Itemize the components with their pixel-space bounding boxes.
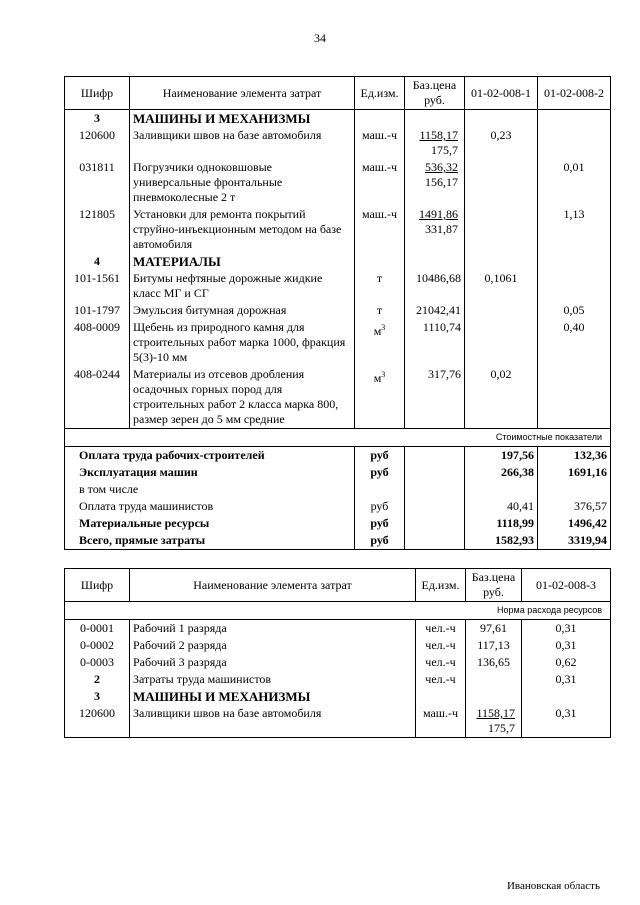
table-row: [65, 366, 611, 429]
table-row: [65, 159, 611, 206]
row-unit: маш.-ч: [416, 705, 466, 738]
row-price: 97,61: [466, 620, 522, 638]
row-value-1: 0,23: [465, 127, 538, 159]
header-name: Наименование элемента затрат: [130, 77, 355, 110]
table-row: [65, 270, 611, 302]
summary-unit: руб: [355, 532, 405, 550]
summary-value-2: 3319,94: [538, 532, 611, 550]
row-price: [466, 671, 522, 688]
row-code: 408-0244: [65, 366, 130, 429]
summary-value-2: 1496,42: [538, 515, 611, 532]
summary-value-1: 1118,99: [465, 515, 538, 532]
row-name: Эмульсия битумная дорожная: [130, 302, 355, 319]
summary-name: Всего, прямые затраты: [65, 532, 355, 550]
summary-unit: руб: [355, 447, 405, 465]
row-name: Затраты труда машинистов: [130, 671, 416, 688]
summary-unit: руб: [355, 464, 405, 481]
row-price: 1491,86 331,87: [405, 206, 465, 253]
row-code: 120600: [65, 705, 130, 738]
summary-unit: руб: [355, 515, 405, 532]
table-header-row: [65, 569, 611, 602]
row-value-1: [465, 159, 538, 206]
row-code: 0-0001: [65, 620, 130, 638]
summary-row: [65, 498, 611, 515]
row-price: 10486,68: [405, 270, 465, 302]
row-value-2: 1,13: [538, 206, 611, 253]
row-unit: $м^3$: [355, 366, 405, 429]
table-row: [65, 302, 611, 319]
row-value-2: 0,40: [538, 319, 611, 366]
caption-row: [65, 602, 611, 620]
row-unit: чел.-ч: [416, 671, 466, 688]
summary-row: [65, 464, 611, 481]
header-price: Баз.цена руб.: [405, 77, 465, 110]
row-unit: т: [355, 270, 405, 302]
row-name: Рабочий 1 разряда: [130, 620, 416, 638]
row-value-2: [538, 366, 611, 429]
section-code: 3: [65, 110, 130, 128]
row-value-1: [465, 302, 538, 319]
row-value: 0,31: [522, 671, 611, 688]
header-price: Баз.цена руб.: [466, 569, 522, 602]
section-title: МАТЕРИАЛЫ: [130, 253, 355, 270]
header-unit: Ед.изм.: [355, 77, 405, 110]
header-col-008-2: 01-02-008-2: [538, 77, 611, 110]
region-footer: Ивановская область: [506, 880, 600, 892]
summary-row: [65, 515, 611, 532]
summary-value-1: 40,41: [465, 498, 538, 515]
table-row: [65, 127, 611, 159]
row-value-1: 0,02: [465, 366, 538, 429]
summary-value-2: 376,57: [538, 498, 611, 515]
section-row: [65, 688, 611, 705]
row-price: 1158,17 175,7: [405, 127, 465, 159]
header-name: Наименование элемента затрат: [130, 569, 416, 602]
table-row: [65, 637, 611, 654]
row-name: Материалы из отсевов дробления осадочных горных пород для строительных работ 2 класса марка 800, размер зерен до 5 мм средние: [130, 366, 355, 429]
row-price: 117,13: [466, 637, 522, 654]
summary-row: [65, 532, 611, 550]
section-code: 3: [65, 688, 130, 705]
summary-value-2: 132,36: [538, 447, 611, 465]
row-code: 101-1561: [65, 270, 130, 302]
row-value-1: [465, 319, 538, 366]
section-title: МАШИНЫ И МЕХАНИЗМЫ: [130, 688, 416, 705]
table-header-row: [65, 77, 611, 110]
norm-caption: Норма расхода ресурсов: [466, 602, 611, 620]
row-value: 0,31: [522, 705, 611, 738]
row-value-2: [538, 127, 611, 159]
page-number: 34: [314, 31, 326, 45]
row-name: Рабочий 3 разряда: [130, 654, 416, 671]
resource-table-2: [64, 568, 611, 738]
row-code: 120600: [65, 127, 130, 159]
table-row: [65, 206, 611, 253]
table-row: [65, 620, 611, 638]
row-name: Заливщики швов на базе автомобиля: [130, 705, 416, 738]
header-col-008-1: 01-02-008-1: [465, 77, 538, 110]
summary-value-2: 1691,16: [538, 464, 611, 481]
row-name: Щебень из природного камня для строительных работ марка 1000, фракция 5(3)-10 мм: [130, 319, 355, 366]
row-unit: чел.-ч: [416, 620, 466, 638]
row-name: Заливщики швов на базе автомобиля: [130, 127, 355, 159]
header-code: Шифр: [65, 569, 130, 602]
row-code: 408-0009: [65, 319, 130, 366]
table-row: [65, 319, 611, 366]
row-unit: т: [355, 302, 405, 319]
summary-name: Оплата труда рабочих-строителей: [65, 447, 355, 465]
section-title: МАШИНЫ И МЕХАНИЗМЫ: [130, 110, 355, 128]
section-code: 4: [65, 253, 130, 270]
summary-unit: руб: [355, 498, 405, 515]
row-value-1: [465, 206, 538, 253]
section-row: [65, 110, 611, 128]
summary-row: [65, 481, 611, 498]
row-unit: чел.-ч: [416, 654, 466, 671]
row-name: Рабочий 2 разряда: [130, 637, 416, 654]
resource-table-1: [64, 76, 611, 550]
row-name: Битумы нефтяные дорожные жидкие класс МГ и СГ: [130, 270, 355, 302]
summary-value-1: 1582,93: [465, 532, 538, 550]
row-code: 031811: [65, 159, 130, 206]
row-unit: чел.-ч: [416, 637, 466, 654]
row-unit: $м^3$: [355, 319, 405, 366]
row-name: Установки для ремонта покрытий струйно-инъекционным методом на базе автомобиля: [130, 206, 355, 253]
summary-name: Оплата труда машинистов: [65, 498, 355, 515]
row-name: Погрузчики одноковшовые универсальные фронтальные пневмоколесные 2 т: [130, 159, 355, 206]
summary-caption-row: [65, 429, 611, 447]
row-price: 21042,41: [405, 302, 465, 319]
header-unit: Ед.изм.: [416, 569, 466, 602]
section-row: [65, 253, 611, 270]
row-unit: маш.-ч: [355, 206, 405, 253]
row-value: 0,31: [522, 637, 611, 654]
row-value-2: 0,05: [538, 302, 611, 319]
summary-name: в том числе: [65, 481, 355, 498]
summary-name: Эксплуатация машин: [65, 464, 355, 481]
row-code: 0-0003: [65, 654, 130, 671]
row-value-2: [538, 270, 611, 302]
summary-row: [65, 447, 611, 465]
row-value-2: 0,01: [538, 159, 611, 206]
row-value: 0,31: [522, 620, 611, 638]
row-code: 101-1797: [65, 302, 130, 319]
header-code: Шифр: [65, 77, 130, 110]
row-value-1: 0,1061: [465, 270, 538, 302]
row-code: 2: [65, 671, 130, 688]
table-row: [65, 654, 611, 671]
summary-value-1: 266,38: [465, 464, 538, 481]
summary-caption: Стоимостные показатели: [465, 429, 611, 447]
summary-value-1: 197,56: [465, 447, 538, 465]
row-price: 317,76: [405, 366, 465, 429]
table-row: [65, 705, 611, 738]
row-price: 1110,74: [405, 319, 465, 366]
row-price: 536,32 156,17: [405, 159, 465, 206]
row-value: 0,62: [522, 654, 611, 671]
summary-name: Материальные ресурсы: [65, 515, 355, 532]
row-code: 0-0002: [65, 637, 130, 654]
row-unit: маш.-ч: [355, 159, 405, 206]
row-price: 136,65: [466, 654, 522, 671]
row-price: 1158,17 175,7: [466, 705, 522, 738]
header-col-008-3: 01-02-008-3: [522, 569, 611, 602]
row-unit: маш.-ч: [355, 127, 405, 159]
table-row: [65, 671, 611, 688]
row-code: 121805: [65, 206, 130, 253]
